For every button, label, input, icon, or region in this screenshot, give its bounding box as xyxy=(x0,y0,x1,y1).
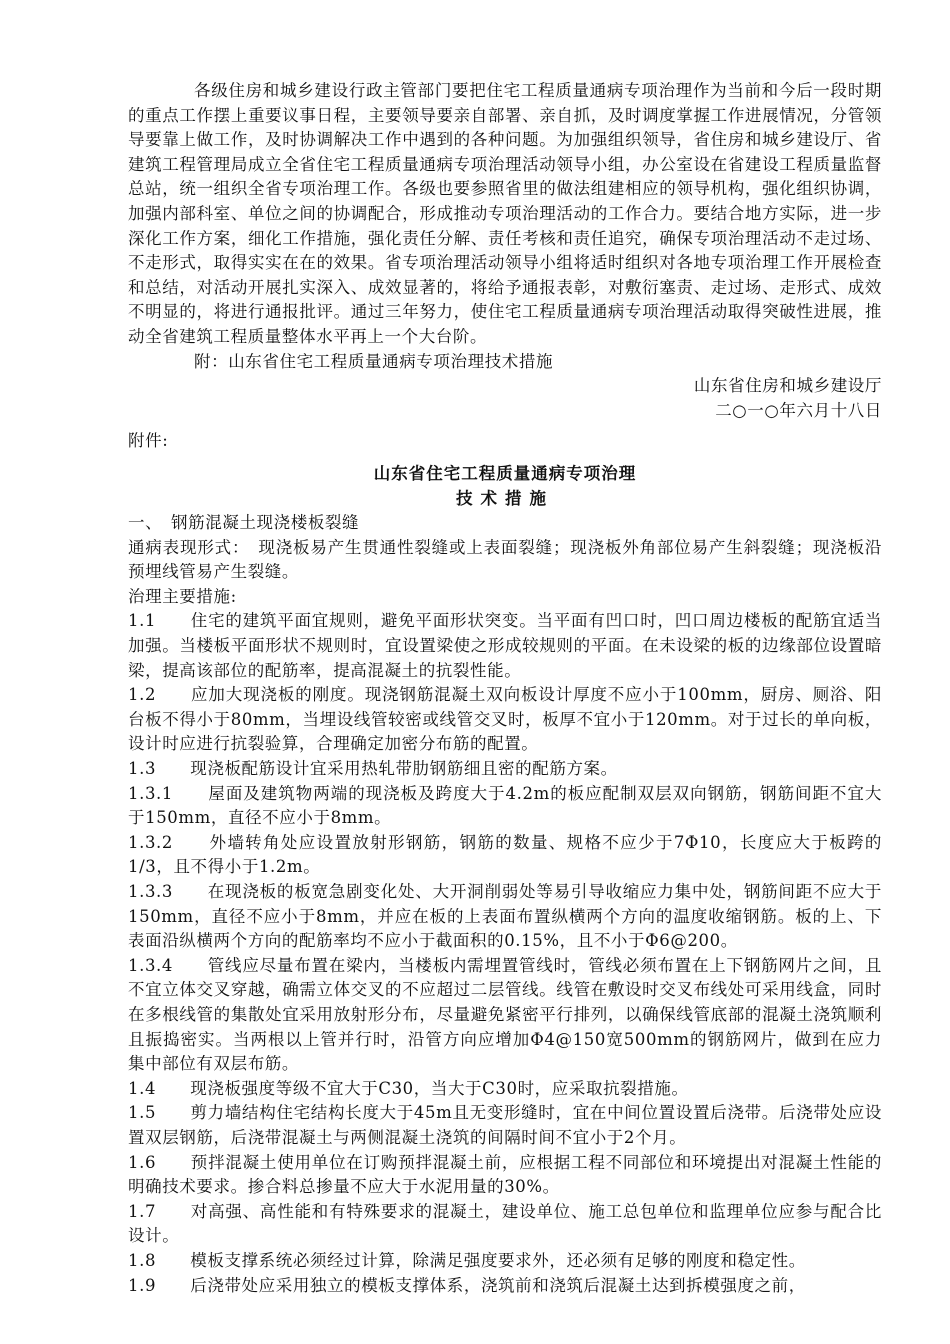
measure-item: 1.3.1 屋面及建筑物两端的现浇板及跨度大于4.2m的板应配制双层双向钢筋，钢筋间距不宜大于150mm，直径不应小于8mm。 xyxy=(128,783,882,828)
measure-item: 1.3.2 外墙转角处应设置放射形钢筋，钢筋的数量、规格不应少于7Φ10，长度应大于板跨的1/3，且不得小于1.2m。 xyxy=(128,832,882,877)
intro-paragraph: 各级住房和城乡建设行政主管部门要把住宅工程质量通病专项治理作为当前和今后一段时期的重点工作摆上重要议事日程，主要领导要亲自部署、亲自抓，及时调度掌握工作进展情况，分管领导要靠上做工作，及时协调解决工作中遇到的各种问题。为加强组织领导，省住房和城乡建设厅、省建筑工程管理局成立全省住宅工程质量通病专项治理活动领导小组，办公室设在省建设工程质量监督总站，统一组织全省专项治理工作。各级也要参照省里的做法组建相应的领导机构，强化组织协调，加强内部科室、单位之间的协调配合，形成推动专项治理活动的工作合力。要结合地方实际，进一步深化工作方案，细化工作措施，强化责任分解、责任考核和责任追究，确保专项治理活动不走过场、不走形式，取得实实在在的效果。省专项治理活动领导小组将适时组织对各地专项治理工作开展检查和总结，对活动开展扎实深入、成效显著的，将给予通报表彰，对敷衍塞责、走过场、走形式、成效不明显的，将进行通报批评。通过三年努力，使住宅工程质量通病专项治理活动取得突破性进展，推动全省建筑工程质量整体水平再上一个大台阶。 xyxy=(128,81,882,346)
measures-label: 治理主要措施: xyxy=(128,586,237,606)
symptoms-text: 通病表现形式： 现浇板易产生贯通性裂缝或上表面裂缝；现浇板外角部位易产生斜裂缝；现浇板沿预埋线管易产生裂缝。 xyxy=(128,537,882,582)
doc-subtitle: 技术措施 xyxy=(456,488,554,508)
measure-item: 1.3.3 在现浇板的板宽急剧变化处、大开洞削弱处等易引导收缩应力集中处，钢筋间距不应大于150mm，直径不应小于8mm，并应在板的上表面布置纵横两个方向的温度收缩钢筋。板的上、下表面沿纵横两个方向的配筋率均不应小于截面积的0.15%，且不小于Φ6@200。 xyxy=(128,882,882,951)
signature-date: 二○一○年六月十八日 xyxy=(715,400,882,420)
measure-item: 1.3 现浇板配筋设计宜采用热轧带肋钢筋细且密的配筋方案。 xyxy=(128,759,618,779)
measure-item: 1.2 应加大现浇板的刚度。现浇钢筋混凝土双向板设计厚度不应小于100mm，厨房、厕浴、阳台板不得小于80mm，当埋设线管较密或线管交叉时，板厚不宜小于120mm。对于过长的单向板，设计时应进行抗裂验算，合理确定加密分布筋的配置。 xyxy=(128,685,882,754)
measure-item: 1.8 模板支撑系统必须经过计算，除满足强度要求外，还必须有足够的刚度和稳定性。 xyxy=(128,1250,806,1270)
attachment-note: 附：山东省住宅工程质量通病专项治理技术措施 xyxy=(194,351,554,371)
measure-item: 1.3.4 管线应尽量布置在梁内，当楼板内需埋置管线时，管线必须布置在上下钢筋网片之间，且不宜立体交叉穿越，确需立体交叉的不应超过二层管线。线管在敷设时交叉布线处可采用线盒，同时在多根线管的集散处宜采用放射形分布，尽量避免紧密平行排列，以确保线管底部的混凝土浇筑顺利且振捣密实。当两根以上管并行时，沿管方向应增加Φ4@150宽500mm的钢筋网片，做到在应力集中部位有双层布筋。 xyxy=(128,955,882,1074)
doc-title: 山东省住宅工程质量通病专项治理 xyxy=(373,463,637,483)
measure-item: 1.6 预拌混凝土使用单位在订购预拌混凝土前，应根据工程不同部位和环境提出对混凝土性能的明确技术要求。掺合料总掺量不应大于水泥用量的30%。 xyxy=(128,1152,882,1197)
attachment-label: 附件: xyxy=(128,431,169,451)
measure-item: 1.7 对高强、高性能和有特殊要求的混凝土，建设单位、施工总包单位和监理单位应参与配合比设计。 xyxy=(128,1201,882,1246)
document-page xyxy=(128,79,882,1298)
measure-item: 1.5 剪力墙结构住宅结构长度大于45m且无变形缝时，宜在中间位置设置后浇带。后浇带处应设置双层钢筋，后浇带混凝土与两侧混凝土浇筑的间隔时间不宜小于2个月。 xyxy=(128,1103,882,1147)
measure-item: 1.4 现浇板强度等级不宜大于C30，当大于C30时，应采取抗裂措施。 xyxy=(128,1078,689,1098)
signature-org: 山东省住房和城乡建设厅 xyxy=(693,376,882,396)
measure-item: 1.9 后浇带处应采用独立的模板支撑体系，浇筑前和浇筑后混凝土达到拆模强度之前， xyxy=(128,1275,806,1295)
measure-item: 1.1 住宅的建筑平面宜规则，避免平面形状突变。当平面有凹口时，凹口周边楼板的配筋宜适当加强。当楼板平面形状不规则时，宜设置梁使之形成较规则的平面。在未设梁的板的边缘部位设置暗梁，提高该部位的配筋率，提高混凝土的抗裂性能。 xyxy=(128,611,882,680)
section-heading: 一、 钢筋混凝土现浇楼板裂缝 xyxy=(128,513,360,533)
